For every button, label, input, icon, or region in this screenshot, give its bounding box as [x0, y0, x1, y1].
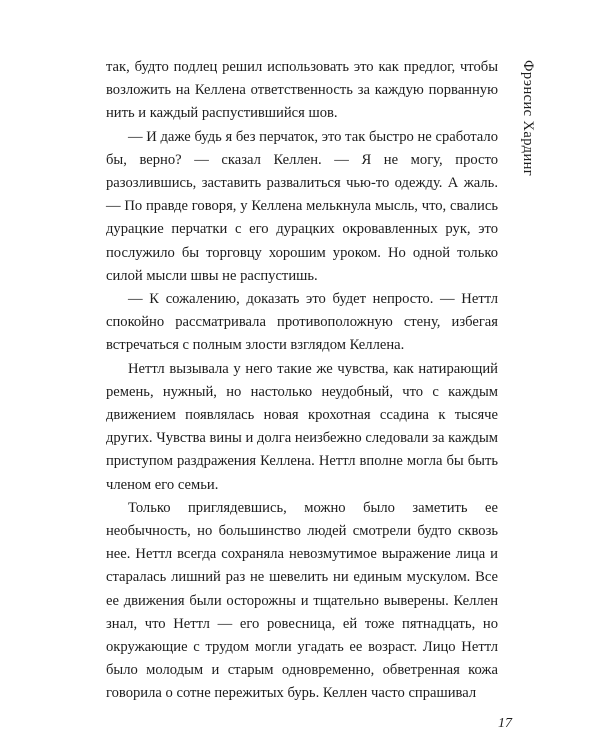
page-number: 17	[498, 716, 512, 731]
paragraph-4: Неттл вызывала у него такие же чувства, как натирающий ремень, нужный, но настолько неудобный, что с каждым движением появлялась новая крохотная ссадина к тысяче других. Чувства вины и долга неизбежно следовали за каждым приступом раздражения Келлена. Неттл вполне могла бы быть членом его семьи.	[106, 360, 498, 493]
paragraph-3: — К сожалению, доказать это будет непросто. — Неттл спокойно рассматривала противоположную стену, избегая встречаться с полным злости взглядом Келлена.	[106, 291, 498, 354]
paragraph-2: — И даже будь я без перчаток, это так быстро не сработало бы, верно? — сказал Келлен. — Я не могу, просто разозлившись, заставить развалиться чью-то одежду. А жаль. — По правде говоря, у Келлена мелькнула мысль, что, свались дурацкие перчатки с его дурацких окровавленных рук, это послужило бы торговцу хорошим уроком. Но одной только силой мысли швы не распустишь.	[106, 128, 498, 284]
body-text	[106, 56, 498, 706]
running-head-author: Фрэнсис Хардинг	[520, 60, 536, 177]
paragraph-1-continuation: так, будто подлец решил использовать это как предлог, чтобы возложить на Келлена ответственность за каждую порванную нить и каждый распустившийся шов.	[106, 59, 498, 122]
paragraph-5: Только приглядевшись, можно было заметить ее необычность, но большинство людей смотрели будто сквозь нее. Неттл всегда сохраняла невозмутимое выражение лица и старалась лишний раз не шевелить ни единым мускулом. Все ее движения были осторожны и тщательно выверены. Келлен знал, что Неттл — его ровесница, ей тоже пятнадцать, но окружающие с трудом могли угадать ее возраст. Лицо Неттл было молодым и старым одновременно, обветренная кожа говорила о сотне пережитых бурь. Келлен часто спрашивал	[106, 499, 498, 702]
